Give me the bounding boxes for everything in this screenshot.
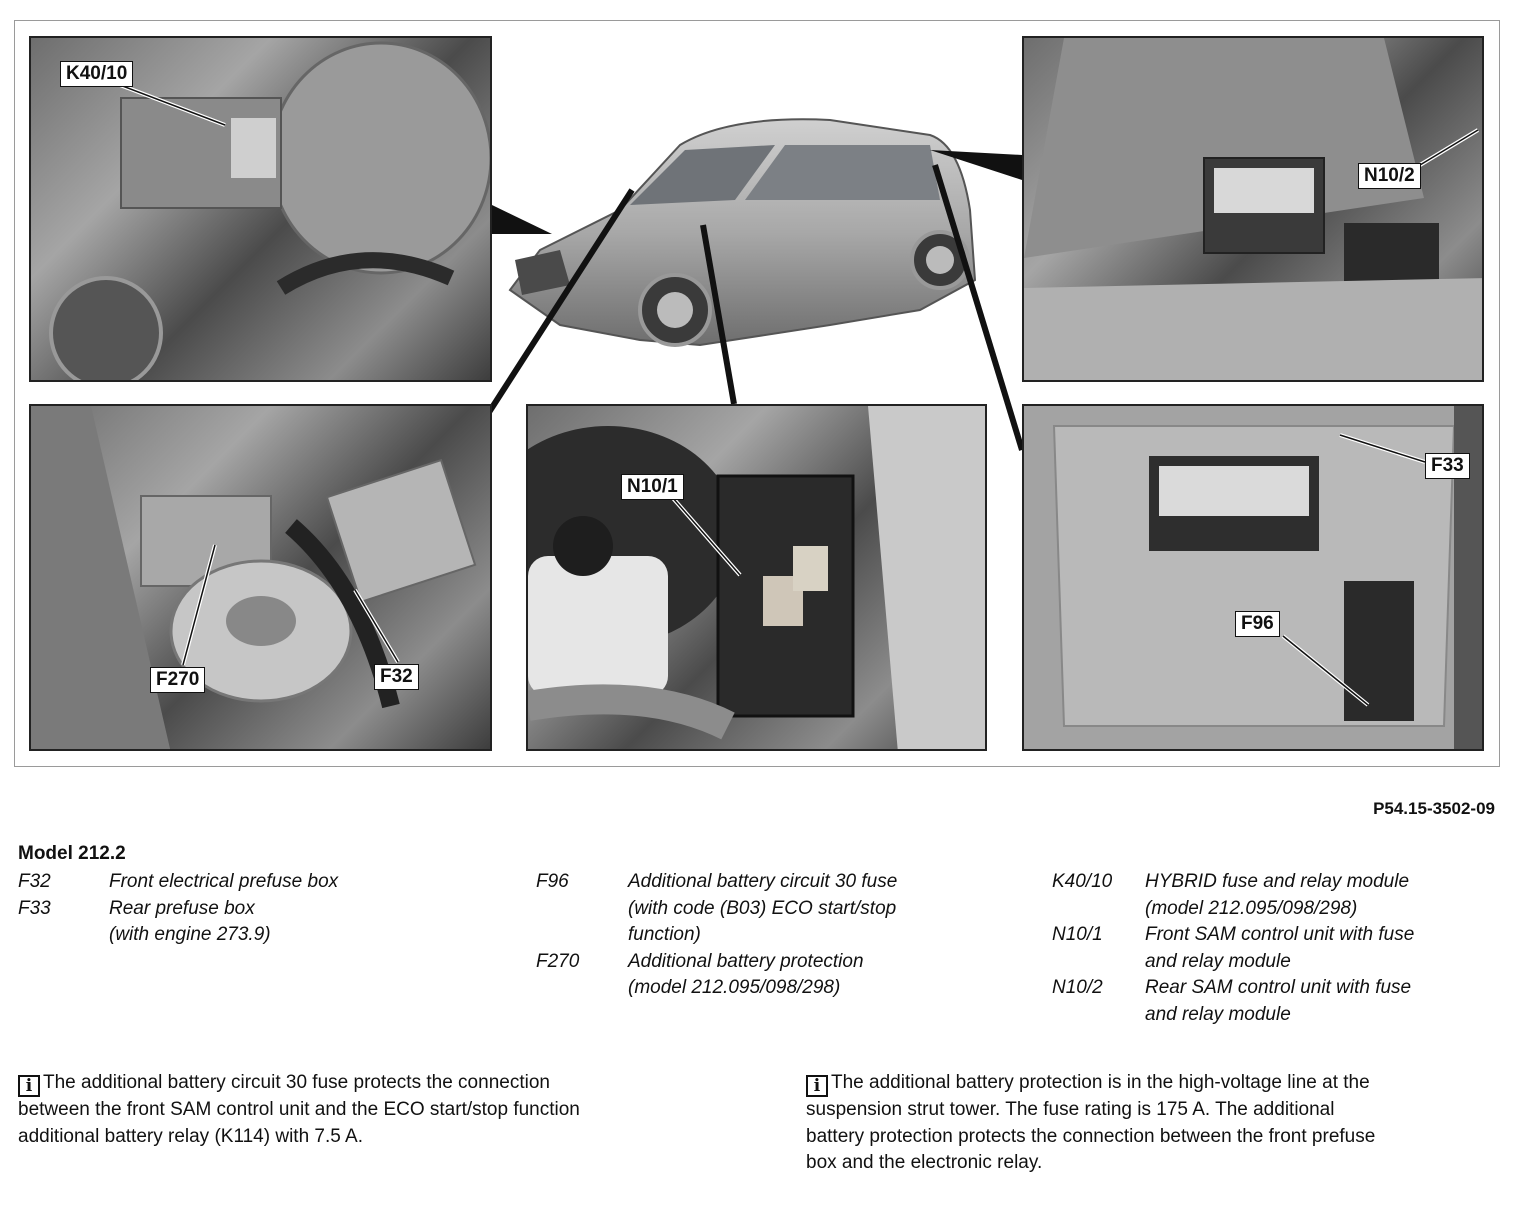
info-icon: i [806,1075,828,1097]
callout-f32: F32 [374,664,419,690]
legend-item [18,896,498,949]
callout-n10-2: N10/2 [1358,163,1421,189]
legend-description: Front electrical prefuse box [109,871,339,892]
note-f270-protection [806,1070,1506,1177]
legend-description: HYBRID fuse and relay module (model 212.095/098/298) [1145,871,1410,919]
legend-code: N10/2 [1052,977,1103,998]
callout-f96: F96 [1235,611,1280,637]
note-text: The additional battery protection is in the high-voltage line at the suspension strut tower. The fuse rating is 175 A. The additional battery protection protects the connection between the front prefuse box and the electronic relay. [806,1072,1376,1173]
legend-column-1 [18,869,498,949]
legend-code: N10/1 [1052,924,1103,945]
note-f96-fuse [18,1070,758,1150]
legend-description: Front SAM control unit with fuse and relay module [1145,924,1415,972]
legend-description: Additional battery protection (model 212.095/098/298) [628,950,864,998]
legend-item [1052,869,1492,922]
legend-title: Model 212.2 [18,843,126,864]
legend-description: Rear prefuse box (with engine 273.9) [109,897,271,945]
info-icon: i [18,1075,40,1097]
legend-column-2 [536,869,1006,1002]
legend-description: Additional battery circuit 30 fuse (with code (B03) ECO start/stop function) [628,871,898,945]
callout-f33: F33 [1425,453,1470,479]
callout-f270: F270 [150,667,205,693]
callout-k40-10: K40/10 [60,61,133,87]
legend-item [536,869,1006,949]
callout-n10-1: N10/1 [621,474,684,500]
legend-item [18,869,498,896]
figure-reference-code: P54.15-3502-09 [1373,799,1495,818]
legend-item [1052,922,1492,975]
legend-description: Rear SAM control unit with fuse and relay module [1145,977,1412,1025]
legend-code: K40/10 [1052,871,1113,892]
legend-column-3 [1052,869,1492,1028]
legend-item [536,949,1006,1002]
note-text: The additional battery circuit 30 fuse protects the connection between the front SAM control unit and the ECO start/stop function additional battery relay (K114) with 7.5 A. [18,1072,580,1147]
legend-item [1052,975,1492,1028]
legend-code: F270 [536,950,580,972]
legend-code: F32 [18,871,51,892]
legend-code: F96 [536,871,569,892]
legend-code: F33 [18,897,51,919]
